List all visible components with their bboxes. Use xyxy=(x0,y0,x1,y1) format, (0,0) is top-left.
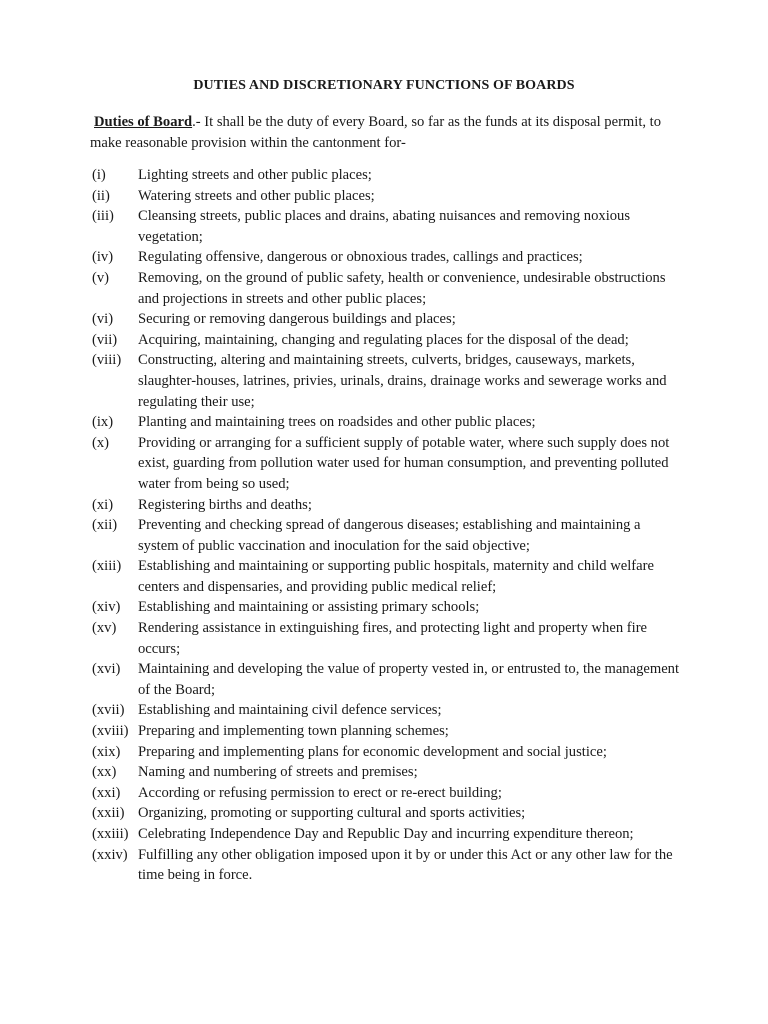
list-item xyxy=(92,659,682,700)
list-item xyxy=(92,165,682,186)
list-item-number: (x) xyxy=(92,434,110,451)
list-item-number: (xi) xyxy=(92,496,114,513)
list-item-text: Cleansing streets, public places and drains, abating nuisances and removing noxious vegetation; xyxy=(138,208,631,245)
list-item-text: Celebrating Independence Day and Republic Day and incurring expenditure thereon; xyxy=(138,826,634,842)
list-item xyxy=(92,700,682,721)
list-item xyxy=(92,309,682,330)
list-item-text: Establishing and maintaining civil defence services; xyxy=(138,702,442,719)
document-title: DUTIES AND DISCRETIONARY FUNCTIONS OF BOARDS xyxy=(193,78,575,93)
list-item-text: Establishing and maintaining or supporting public hospitals, maternity and child welfare centers and dispensaries, and providing public medical relief; xyxy=(138,558,654,595)
list-item xyxy=(92,783,682,804)
list-item-text: Watering streets and other public places; xyxy=(138,187,375,204)
list-item-text: Acquiring, maintaining, changing and regulating places for the disposal of the dead; xyxy=(138,331,629,348)
list-item-number: (xxiii) xyxy=(92,826,129,842)
intro-text: .- It shall be the duty of every Board, so far as the funds at its disposal permit, to make reasonable provision within the cantonment for- xyxy=(90,114,662,151)
list-item xyxy=(92,515,682,556)
list-item-number: (xiv) xyxy=(92,599,121,616)
list-item xyxy=(92,597,682,618)
list-item xyxy=(92,803,682,824)
list-item xyxy=(92,330,682,351)
list-item-number: (xx) xyxy=(92,764,117,781)
list-item xyxy=(92,412,682,433)
list-item-number: (xii) xyxy=(92,517,118,534)
list-item-number: (vii) xyxy=(92,331,118,348)
list-item-number: (i) xyxy=(92,167,106,183)
list-item-text: Organizing, promoting or supporting cultural and sports activities; xyxy=(138,805,526,822)
list-item-text: Rendering assistance in extinguishing fires, and protecting light and property when fire occurs; xyxy=(138,620,648,657)
list-item xyxy=(92,186,682,207)
list-item-number: (ix) xyxy=(92,414,114,431)
list-item-text: Establishing and maintaining or assisting primary schools; xyxy=(138,599,480,616)
list-item xyxy=(92,824,682,845)
list-item-number: (xix) xyxy=(92,743,121,760)
list-item-text: Naming and numbering of streets and premises; xyxy=(138,764,418,781)
list-item-number: (viii) xyxy=(92,352,122,369)
list-item-text: Constructing, altering and maintaining streets, culverts, bridges, causeways, markets, slaughter-houses, latrines, privies, urinals, drains, drainage works and sewerage works and regulating their use; xyxy=(138,352,667,410)
list-item-number: (xxiv) xyxy=(92,846,128,863)
intro-heading: Duties of Board xyxy=(94,114,193,130)
list-item-text: Preparing and implementing town planning schemes; xyxy=(138,723,449,740)
list-item-text: Preventing and checking spread of dangerous diseases; establishing and maintaining a system of public vaccination and inoculation for the said objective; xyxy=(138,517,641,554)
list-item-number: (xxii) xyxy=(92,805,125,822)
list-item-text: Removing, on the ground of public safety, health or convenience, undesirable obstructions and projections in streets and other public places; xyxy=(138,269,666,307)
list-item-text: Regulating offensive, dangerous or obnoxious trades, callings and practices; xyxy=(138,249,583,266)
list-item xyxy=(92,206,682,247)
list-item-text: Preparing and implementing plans for economic development and social justice; xyxy=(138,743,607,760)
list-item xyxy=(92,721,682,742)
list-item-number: (xvi) xyxy=(92,661,121,678)
list-item-number: (iv) xyxy=(92,249,114,266)
list-item xyxy=(92,495,682,516)
list-item-text: Fulfilling any other obligation imposed upon it by or under this Act or any other law for the time being in force. xyxy=(138,846,673,884)
list-item-text: Providing or arranging for a sufficient supply of potable water, where such supply does not exist, guarding from pollution water used for human consumption, and preventing polluted water from being so used; xyxy=(138,434,670,492)
list-item-number: (xvii) xyxy=(92,702,125,719)
list-item-number: (ii) xyxy=(92,187,110,204)
list-item-text: Lighting streets and other public places; xyxy=(138,167,372,183)
list-item-number: (xiii) xyxy=(92,558,122,575)
list-item-number: (v) xyxy=(92,269,110,286)
duties-list xyxy=(92,165,682,886)
list-item xyxy=(92,268,682,309)
intro-paragraph xyxy=(90,112,680,153)
list-item-text: According or refusing permission to erect or re-erect building; xyxy=(138,784,502,801)
list-item-number: (iii) xyxy=(92,208,114,225)
list-item-text: Registering births and deaths; xyxy=(138,496,312,513)
list-item-number: (xv) xyxy=(92,620,117,637)
list-item xyxy=(92,618,682,659)
list-item xyxy=(92,433,682,495)
list-item xyxy=(92,762,682,783)
list-item-number: (xviii) xyxy=(92,723,129,740)
list-item-text: Maintaining and developing the value of property vested in, or entrusted to, the management of the Board; xyxy=(138,661,680,698)
list-item-number: (xxi) xyxy=(92,784,121,801)
list-item xyxy=(92,247,682,268)
list-item xyxy=(92,556,682,597)
list-item xyxy=(92,350,682,412)
list-item-number: (vi) xyxy=(92,311,114,328)
list-item xyxy=(92,742,682,763)
list-item-text: Securing or removing dangerous buildings and places; xyxy=(138,311,456,328)
list-item xyxy=(92,845,682,886)
list-item-text: Planting and maintaining trees on roadsides and other public places; xyxy=(138,414,536,431)
